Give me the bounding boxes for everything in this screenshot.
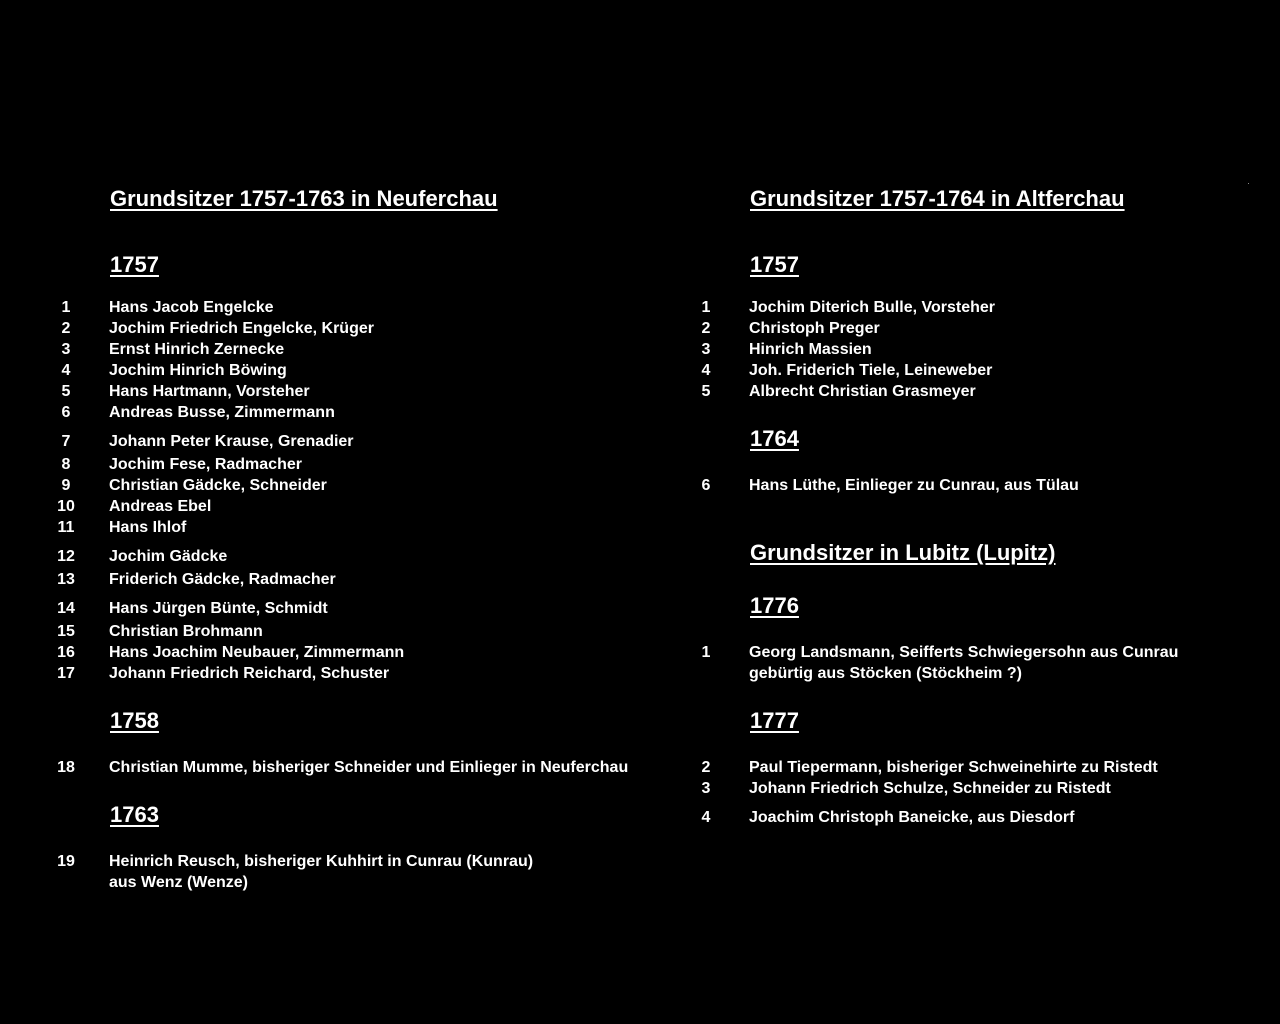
entry-number: 6	[701, 477, 711, 494]
entry-name: Jochim Gädcke	[109, 548, 228, 565]
entry-name: Jochim Hinrich Böwing	[109, 362, 287, 379]
entry-number: 8	[61, 456, 71, 473]
entry-name: Christian Brohmann	[109, 623, 263, 640]
entry-name: Friderich Gädcke, Radmacher	[109, 571, 336, 588]
entry-number: 10	[57, 498, 75, 515]
entry-name: Andreas Ebel	[109, 498, 212, 515]
right-year-1764: 1764	[750, 426, 799, 451]
entry-number: 2	[701, 320, 711, 337]
entry-number: 17	[57, 665, 75, 682]
entry-name: Hans Jacob Engelcke	[109, 299, 274, 316]
entry-number: 3	[61, 341, 71, 358]
entry-name-continuation: aus Wenz (Wenze)	[109, 874, 248, 891]
entry-number: 4	[701, 809, 711, 826]
entry-number: 3	[701, 341, 711, 358]
entry-number: 2	[701, 759, 711, 776]
entry-name: Andreas Busse, Zimmermann	[109, 404, 335, 421]
right-title: Grundsitzer 1757-1764 in Altferchau	[750, 186, 1125, 211]
entry-name: Jochim Friedrich Engelcke, Krüger	[109, 320, 374, 337]
entry-number: 2	[61, 320, 71, 337]
entry-number: 13	[57, 571, 75, 588]
entry-name: Johann Friedrich Reichard, Schuster	[109, 665, 390, 682]
entry-number: 12	[57, 548, 75, 565]
entry-name: Hans Ihlof	[109, 519, 187, 536]
right-year-1776: 1776	[750, 593, 799, 618]
entry-number: 18	[57, 759, 75, 776]
entry-number: 5	[701, 383, 711, 400]
entry-number: 3	[701, 780, 711, 797]
right-year-1777: 1777	[750, 708, 799, 733]
entry-number: 7	[61, 433, 71, 450]
entry-number: 4	[701, 362, 711, 379]
entry-name: Hinrich Massien	[749, 341, 872, 358]
entry-name: Jochim Fese, Radmacher	[109, 456, 302, 473]
entry-name: Joh. Friderich Tiele, Leineweber	[749, 362, 993, 379]
entry-name: Hans Hartmann, Vorsteher	[109, 383, 310, 400]
left-year-1757: 1757	[110, 252, 159, 277]
entry-number: 19	[57, 853, 75, 870]
entry-name-continuation: gebürtig aus Stöcken (Stöckheim ?)	[749, 665, 1022, 682]
left-year-1758: 1758	[110, 708, 159, 733]
entry-number: 16	[57, 644, 75, 661]
entry-name: Hans Joachim Neubauer, Zimmermann	[109, 644, 405, 661]
entry-number: 9	[61, 477, 71, 494]
entry-number: 11	[57, 519, 75, 536]
entry-name: Georg Landsmann, Seifferts Schwiegersohn aus Cunrau	[749, 644, 1179, 661]
entry-name: Christian Gädcke, Schneider	[109, 477, 327, 494]
entry-name: Heinrich Reusch, bisheriger Kuhhirt in Cunrau (Kunrau)	[109, 853, 534, 870]
entry-number: 15	[57, 623, 75, 640]
entry-number: 1	[61, 299, 71, 316]
stray-dot	[1248, 183, 1249, 184]
entry-number: 4	[61, 362, 71, 379]
entry-name: Johann Peter Krause, Grenadier	[109, 433, 354, 450]
entry-name: Hans Lüthe, Einlieger zu Cunrau, aus Tülau	[749, 477, 1079, 494]
entry-name: Albrecht Christian Grasmeyer	[749, 383, 976, 400]
entry-number: 6	[61, 404, 71, 421]
entry-number: 1	[701, 644, 711, 661]
entry-number: 5	[61, 383, 71, 400]
entry-number: 1	[701, 299, 711, 316]
entry-name: Christian Mumme, bisheriger Schneider und Einlieger in Neuferchau	[109, 759, 629, 776]
left-title: Grundsitzer 1757-1763 in Neuferchau	[110, 186, 498, 211]
right-year-1757: 1757	[750, 252, 799, 277]
entry-name: Hans Jürgen Bünte, Schmidt	[109, 600, 328, 617]
entry-number: 14	[57, 600, 75, 617]
entry-name: Paul Tiepermann, bisheriger Schweinehirte zu Ristedt	[749, 759, 1158, 776]
entry-name: Jochim Diterich Bulle, Vorsteher	[749, 299, 995, 316]
left-year-1763: 1763	[110, 802, 159, 827]
entry-name: Joachim Christoph Baneicke, aus Diesdorf	[749, 809, 1075, 826]
entry-name: Christoph Preger	[749, 320, 880, 337]
right-title-lubitz: Grundsitzer in Lubitz (Lupitz)	[750, 540, 1056, 565]
entry-name: Ernst Hinrich Zernecke	[109, 341, 285, 358]
entry-name: Johann Friedrich Schulze, Schneider zu Ristedt	[749, 780, 1111, 797]
